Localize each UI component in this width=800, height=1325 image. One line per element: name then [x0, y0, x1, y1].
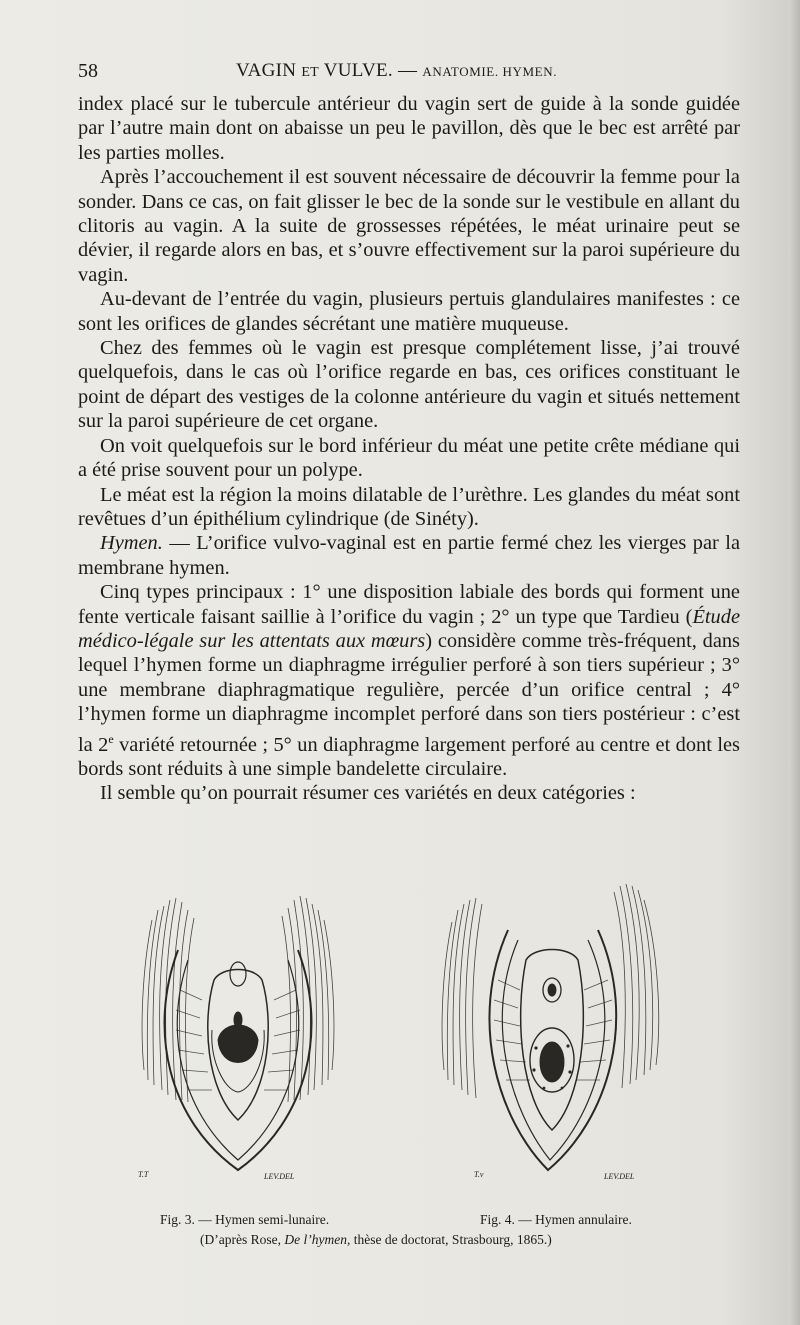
engraver-mark-left: T.T	[138, 1170, 149, 1179]
figures-svg	[118, 870, 698, 1190]
tardieu-title: Étude médico-légale sur les attentats aux mœurs	[78, 605, 740, 652]
fig3-illustration	[142, 896, 334, 1170]
types-part3: variété retournée ; 5° un diaphragme largement perforé au centre et dont les bords sont réduits à une simple bandelette circulaire.	[78, 733, 740, 780]
fig3-caption: Fig. 3. — Hymen semi-lunaire.	[160, 1212, 330, 1227]
artist-signature-left: LEV.DEL	[264, 1172, 295, 1181]
page-edge	[788, 0, 800, 1325]
credit-part-a: (D’après Rose,	[200, 1232, 285, 1247]
types-part1: Cinq types principaux : 1° une disposition labiale des bords qui forment une fente verticale faisant saillie à l’orifice du vagin ; 2° un type que Tardieu (	[78, 581, 740, 628]
running-header	[78, 60, 742, 88]
running-title	[236, 60, 557, 82]
credit-part-b: , thèse de doctorat, Strasbourg, 1865.)	[346, 1232, 552, 1247]
paragraph-last: Il semble qu’on pourrait résumer ces variétés en deux catégories :	[100, 782, 636, 805]
title-vulve: VULVE.	[323, 60, 393, 81]
fig4-caption: Fig. 4. — Hymen annulaire.	[480, 1212, 632, 1227]
hymen-term: Hymen.	[100, 532, 163, 555]
paragraph: Le méat est la région la moins dilatable de l’urèthre. Les glandes du méat sont revêtues d’un épithélium cylindrique (de Sinéty).	[78, 483, 740, 530]
title-section: ANATOMIE. HYMEN.	[422, 64, 558, 79]
paragraph: index placé sur le tubercule antérieur du vagin sert de guide à la sonde guidée par l’autre main dont on abaisse un peu le pavillon, dès que le bec est arrêté par les parties molles.	[78, 93, 740, 164]
title-dash: —	[398, 60, 418, 81]
types-paragraph	[78, 580, 740, 781]
paragraph: On voit quelquefois sur le bord inférieur du méat une petite crête médiane qui a été prise souvent pour un polype.	[78, 434, 740, 482]
hymen-text: — L’orifice vulvo-vaginal est en partie fermé chez les vierges par la membrane hymen.	[78, 532, 740, 579]
page-number: 58	[78, 60, 98, 82]
engraver-mark-right: T.v	[474, 1170, 484, 1179]
credit-title: De l’hymen	[284, 1232, 347, 1247]
artist-signature-right: LEV.DEL	[604, 1172, 635, 1181]
hymen-paragraph	[78, 531, 740, 580]
fig4-illustration	[442, 884, 659, 1170]
paragraph: Au-devant de l’entrée du vagin, plusieurs pertuis glandulaires manifestes : ce sont les orifices de glandes sécrétant une matière muqueuse.	[78, 288, 740, 335]
figure-credit	[200, 1232, 552, 1248]
figures-engraving	[118, 870, 698, 1190]
title-et: ET	[301, 65, 320, 80]
types-part2: ) considère comme très-fréquent, dans lequel l’hymen forme un diaphragme irrégulier perforé à son tiers supérieur ; 3° une membrane diaphragmatique regulière, percée d’un orifice central ; 4° l’hymen forme un diaphragme incomplet perforé dans son tiers postérieur : c’est la 2	[78, 629, 740, 756]
paragraph: Après l’accouchement il est souvent nécessaire de découvrir la femme pour la sonder. Dans ce cas, on fait glisser le bec de la sonde sur le vestibule en allant du clitoris au vagin. A la suite de grossesses répétées, le méat urinaire peut se dévier, il regarde alors en bas, et s’ouvre effectivement sur la paroi supérieure du vagin.	[78, 166, 740, 286]
body-text	[78, 92, 740, 806]
title-vagin: VAGIN	[236, 60, 297, 81]
superscript-e: e	[108, 731, 114, 746]
paragraph: Chez des femmes où le vagin est presque complétement lisse, j’ai trouvé quelquefois, dans le cas où l’orifice regarde en bas, ces orifices constituant le point de départ des vestiges de la colonne antérieure du vagin et situés nettement sur la paroi supérieure de cet organe.	[78, 337, 740, 433]
